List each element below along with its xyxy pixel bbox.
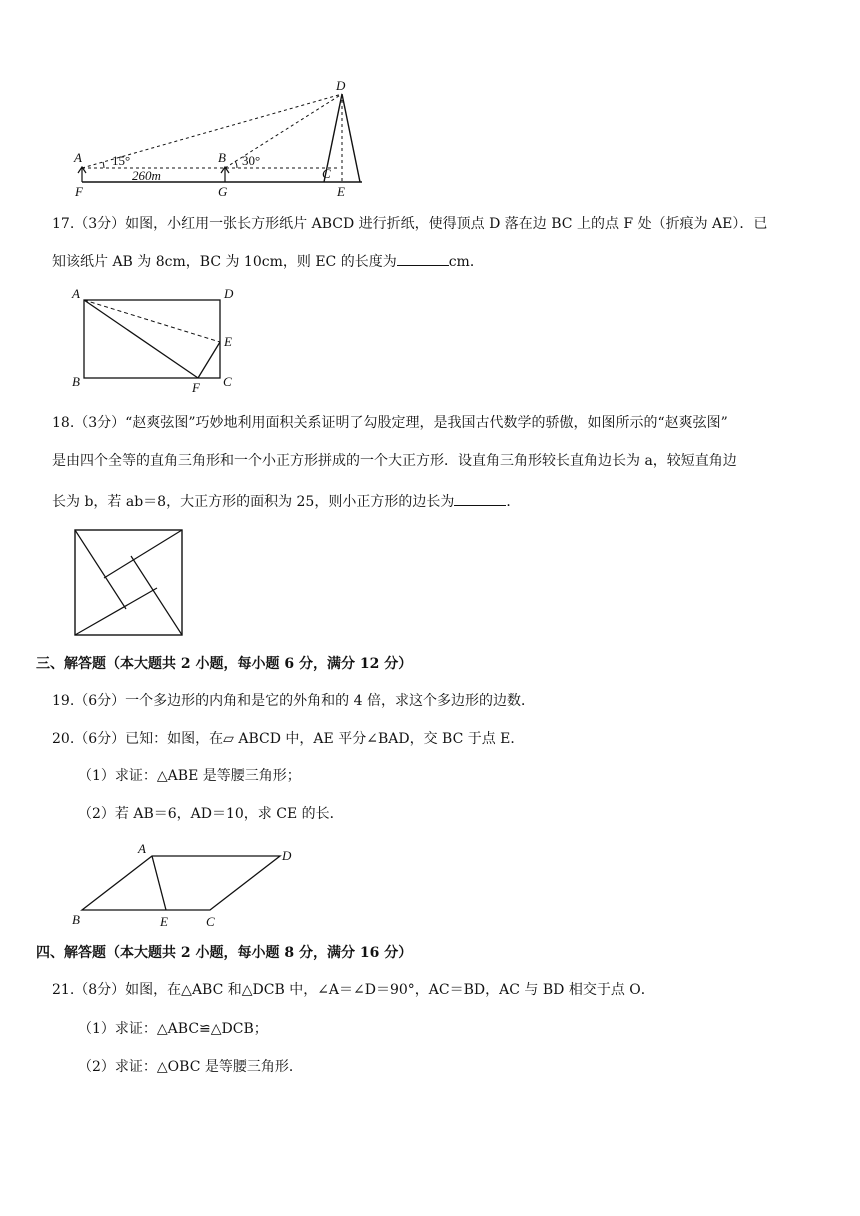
figure-q20 [66, 838, 306, 930]
q17-line2 [52, 251, 484, 272]
q20-label-a: A [138, 841, 146, 856]
q17-label-a: A [72, 286, 80, 301]
label-c: C [322, 166, 331, 181]
q18-line2: 是由四个全等的直角三角形和一个小正方形拼成的一个大正方形．设直角三角形较长直角边长为 a，较短直角边 [52, 453, 737, 469]
section3-title: 三、解答题（本大题共 2 小题，每小题 6 分，满分 12 分） [36, 656, 413, 672]
answer-blank-17[interactable] [397, 251, 449, 266]
q20-label-e: E [160, 914, 168, 929]
q20-label-d: D [282, 848, 292, 863]
q20-part1: （1）求证：△ABE 是等腰三角形； [78, 768, 301, 784]
q21-line1: 21.（8分）如图，在△ABC 和△DCB 中，∠A＝∠D＝90°，AC＝BD，AC 与 BD 相交于点 O． [52, 982, 655, 998]
label-f: F [75, 184, 83, 199]
q18-line3-text: 长为 b，若 ab＝8，大正方形的面积为 25，则小正方形的边长为 [52, 494, 455, 510]
q17-label-f: F [192, 380, 200, 394]
q17-line2-text: 知该纸片 AB 为 8cm，BC 为 10cm，则 EC 的长度为 [52, 254, 397, 270]
q21-part2: （2）求证：△OBC 是等腰三角形． [78, 1059, 303, 1075]
q17-line1: 17.（3分）如图，小红用一张长方形纸片 ABCD 进行折纸，使得顶点 D 落在边 BC 上的点 F 处（折痕为 AE）．已 [52, 216, 768, 232]
label-g: G [218, 184, 228, 199]
angle-b-label: 30° [242, 153, 261, 168]
figure-q16 [60, 72, 370, 202]
q17-label-d: D [224, 286, 234, 301]
q19-text: 19.（6分）一个多边形的内角和是它的外角和的 4 倍，求这个多边形的边数． [52, 693, 535, 709]
q20-label-b: B [72, 912, 80, 927]
q17-label-b: B [72, 374, 80, 389]
label-a: A [74, 150, 82, 165]
label-b: B [218, 150, 226, 165]
label-e: E [337, 184, 345, 199]
q18-line1: 18.（3分）“赵爽弦图”巧妙地利用面积关系证明了勾股定理，是我国古代数学的骄傲，如图所示的“赵爽弦图” [52, 415, 728, 431]
answer-blank-18[interactable] [454, 491, 506, 506]
q20-line1: 20.（6分）已知：如图，在▱ ABCD 中，AE 平分∠BAD，交 BC 于点 E． [52, 731, 525, 747]
q20-label-c: C [206, 914, 215, 929]
q18-end: ． [506, 494, 521, 510]
angle-a-label: 15° [112, 153, 131, 168]
figure-q17 [66, 284, 246, 394]
q17-label-e: E [224, 334, 232, 349]
q18-line3 [52, 491, 520, 512]
distance-label: 260m [132, 168, 161, 183]
q20-part2: （2）若 AB＝6，AD＝10，求 CE 的长． [78, 806, 344, 822]
q17-label-c: C [223, 374, 232, 389]
section4-title: 四、解答题（本大题共 2 小题，每小题 8 分，满分 16 分） [36, 945, 413, 961]
q21-part1: （1）求证：△ABC≌△DCB； [78, 1021, 268, 1037]
figure-zhao-shuang [72, 527, 186, 639]
q17-unit: cm． [448, 254, 484, 270]
label-d: D [336, 78, 346, 93]
